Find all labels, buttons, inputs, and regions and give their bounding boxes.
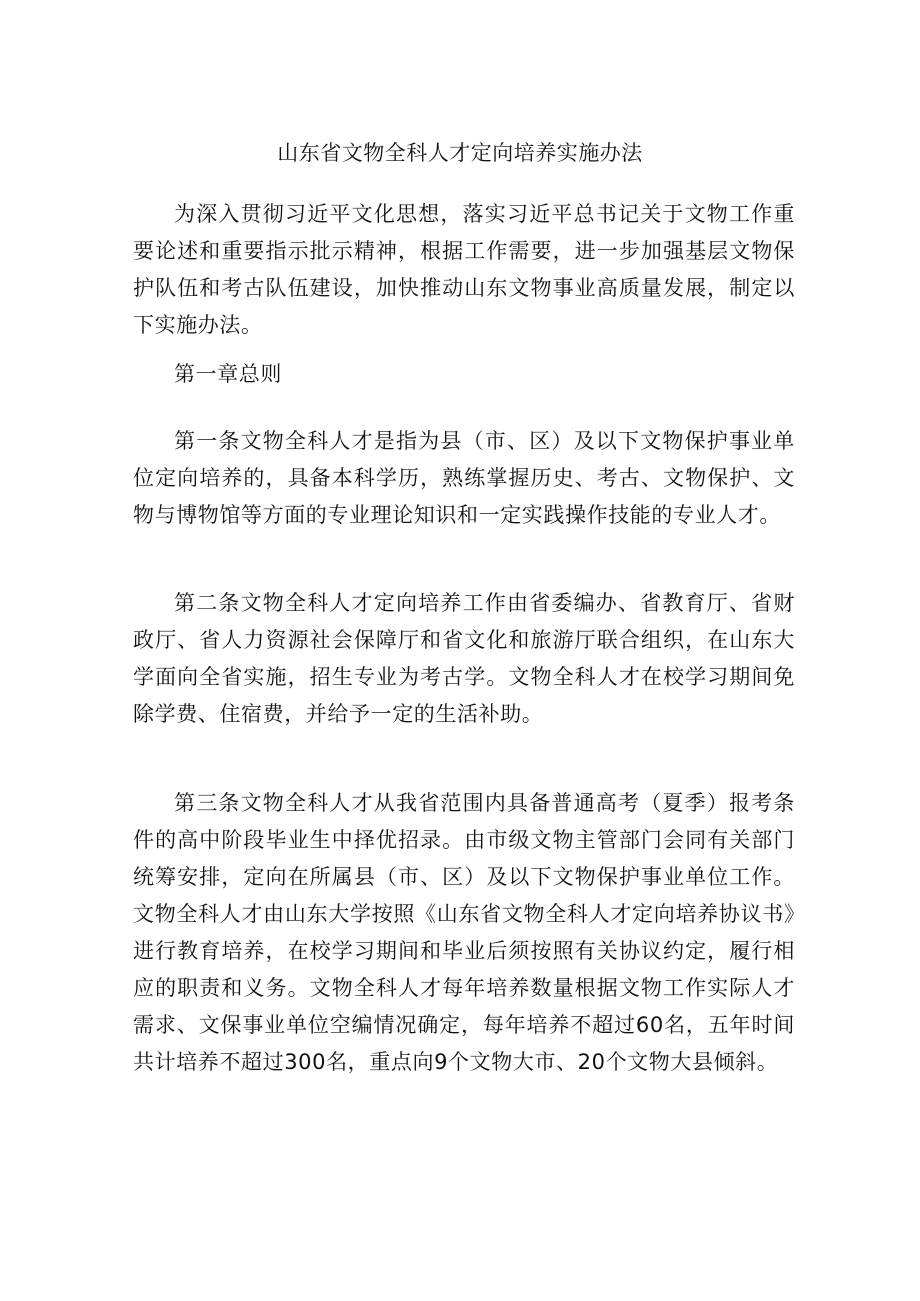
document-title: 山东省文物全科人才定向培养实施办法 [277,141,643,165]
article-3-paragraph: 第三条文物全科人才从我省范围内具备普通高考（夏季）报考条件的高中阶段毕业生中择优招录。由市级文物主管部门会同有关部门统筹安排，定向在所属县（市、区）及以下文物保护事业单位工作。文物全科人才由山东大学按照《山东省文物全科人才定向培养协议书》进行教育培养，在校学习期间和毕业后须按照有关协议约定，履行相应的职责和义务。文物全科人才每年培养数量根据文物工作实际人才需求、文保事业单位空编情况确定，每年培养不超过60名，五年时间共计培养不超过300名，重点向9个文物大市、20个文物大县倾斜。 [133,791,795,1074]
article-2-paragraph: 第二条文物全科人才定向培养工作由省委编办、省教育厅、省财政厅、省人力资源社会保障厅和省文化和旅游厅联合组织，在山东大学面向全省实施，招生专业为考古学。文物全科人才在校学习期间免除学费、住宿费，并给予一定的生活补助。 [133,591,795,726]
chapter-heading: 第一章总则 [174,362,282,386]
article-1-paragraph: 第一条文物全科人才是指为县（市、区）及以下文物保护事业单位定向培养的，具备本科学历，熟练掌握历史、考古、文物保护、文物与博物馆等方面的专业理论知识和一定实践操作技能的专业人才。 [133,429,795,527]
intro-paragraph: 为深入贯彻习近平文化思想，落实习近平总书记关于文物工作重要论述和重要指示批示精神，根据工作需要，进一步加强基层文物保护队伍和考古队伍建设，加快推动山东文物事业高质量发展，制定以下实施办法。 [133,202,795,337]
